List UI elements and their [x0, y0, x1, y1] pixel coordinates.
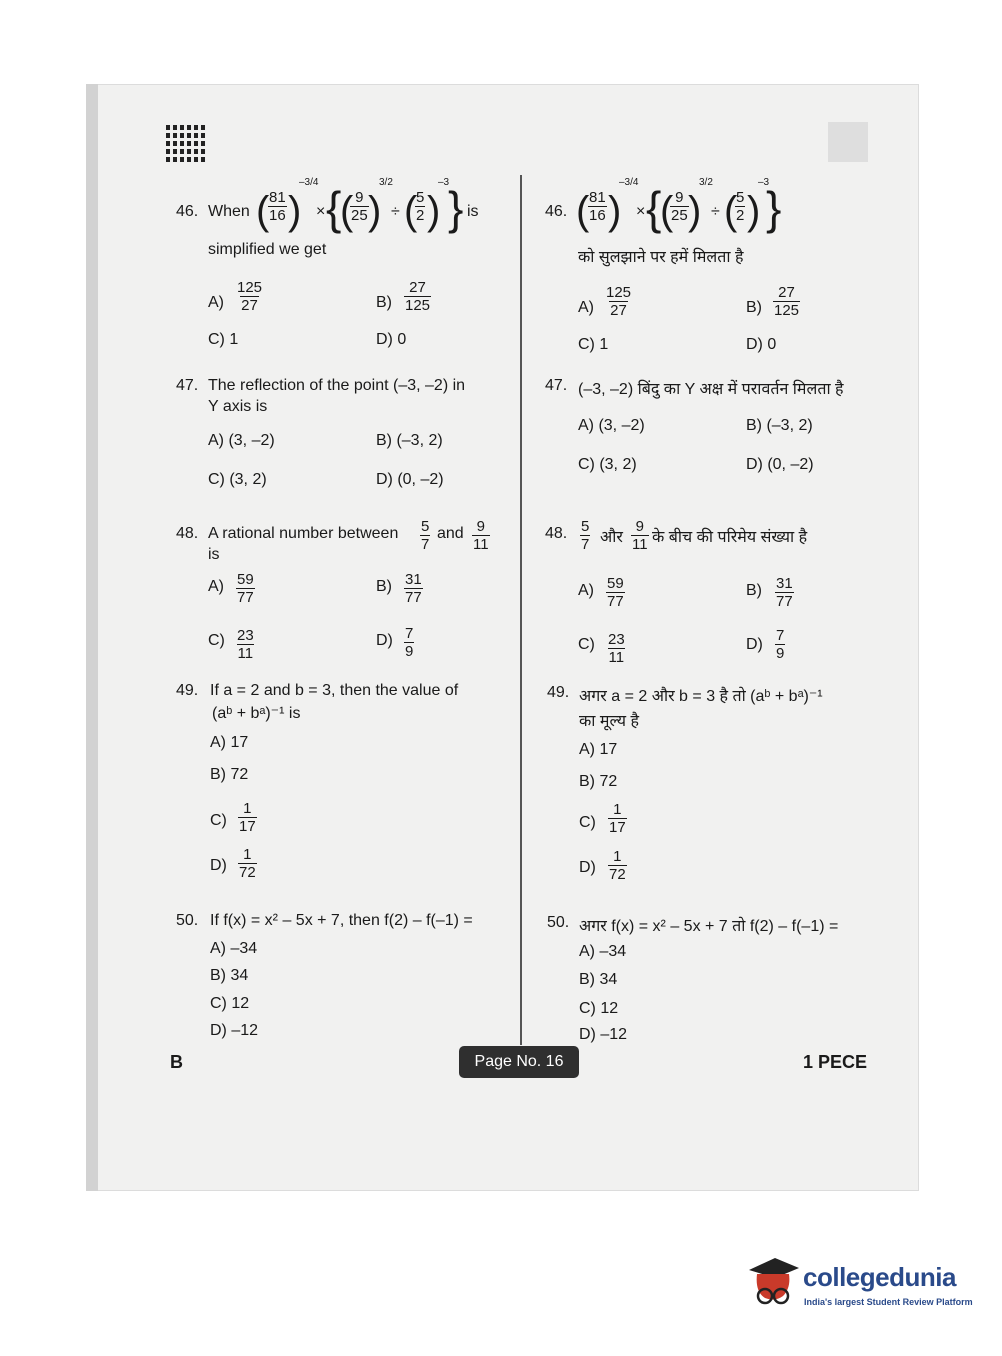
brace-close: } [766, 182, 782, 234]
option-c: C) 12 [210, 995, 250, 1012]
paren-close: ) [688, 189, 702, 233]
option-a: A) –34 [210, 940, 258, 957]
option-a: A) 17 [579, 741, 618, 758]
option-a-fraction: $\frac{125}{27}$ [237, 279, 263, 314]
option-d-fraction: $\frac{1}{72}$ [239, 846, 256, 881]
option-d-label: D) [746, 636, 763, 653]
exponent: 3/2 [699, 177, 713, 188]
brand-tagline: India's largest Student Review Platform [804, 1297, 973, 1307]
option-b: B) 34 [579, 971, 618, 988]
paren-open: ( [256, 189, 270, 233]
question-text: (aᵇ + bᵃ)⁻¹ is [212, 705, 301, 722]
option-b-fraction: $\frac{31}{77}$ [776, 575, 793, 610]
option-b: B) (–3, 2) [746, 417, 813, 434]
option-b-label: B) [746, 299, 762, 316]
exponent: –3/4 [619, 177, 639, 188]
option-c-label: C) [210, 812, 227, 829]
option-d-fraction: $\frac{7}{9}$ [776, 627, 785, 662]
option-c-label: C) [208, 632, 225, 649]
option-b-fraction: $\frac{27}{125}$ [405, 279, 431, 314]
option-a: A) 17 [210, 734, 249, 751]
exponent: –3 [758, 177, 770, 188]
question-text: When [208, 203, 250, 220]
question-number: 48. [545, 525, 568, 542]
option-c-fraction: $\frac{1}{17}$ [239, 800, 256, 835]
question-text: Y axis is [208, 398, 268, 415]
question-text: is [208, 546, 220, 563]
paren-close: ) [747, 189, 761, 233]
question-text: The reflection of the point (–3, –2) in [208, 377, 466, 394]
option-b-label: B) [376, 578, 392, 595]
paren-open: ( [724, 189, 738, 233]
paren-open: ( [660, 189, 674, 233]
divide-sign: ÷ [711, 203, 720, 220]
option-a-label: A) [578, 299, 594, 316]
option-c-label: C) [578, 636, 595, 653]
fraction: $\frac{81}{16}$ [589, 189, 606, 224]
times-sign: × [316, 203, 326, 220]
faded-qr-code-icon [828, 122, 868, 162]
fraction: $\frac{81}{16}$ [269, 189, 286, 224]
question-number: 46. [176, 203, 199, 220]
brace-open: { [326, 182, 342, 234]
paren-close: ) [368, 189, 382, 233]
option-a-label: A) [208, 294, 224, 311]
option-c-label: C) [579, 814, 596, 831]
paren-close: ) [427, 189, 441, 233]
column-divider [520, 175, 522, 1045]
paren-close: ) [288, 189, 302, 233]
fraction: $\frac{9}{11}$ [632, 518, 648, 553]
times-sign: × [636, 203, 646, 220]
question-text: का मूल्य है [579, 713, 639, 730]
option-a-label: A) [208, 578, 224, 595]
option-c-fraction: $\frac{23}{11}$ [608, 631, 625, 666]
option-b: B) 34 [210, 967, 249, 984]
exam-code: 1 PECE [803, 1052, 868, 1072]
option-d-fraction: $\frac{7}{9}$ [405, 625, 414, 660]
qr-code-icon [166, 122, 206, 162]
option-c: C) (3, 2) [208, 471, 267, 488]
option-b-label: B) [746, 582, 762, 599]
option-a-label: A) [578, 582, 594, 599]
fraction: $\frac{9}{11}$ [473, 518, 489, 553]
option-a-fraction: $\frac{59}{77}$ [607, 575, 624, 610]
option-d-label: D) [376, 632, 393, 649]
option-d: D) –12 [210, 1022, 259, 1039]
option-c: C) 12 [579, 1000, 619, 1017]
fraction: $\frac{5}{2}$ [416, 189, 425, 224]
question-text: अगर f(x) = x² – 5x + 7 तो f(2) – f(–1) = [579, 918, 839, 935]
exponent: –3/4 [299, 177, 319, 188]
option-a-fraction: $\frac{59}{77}$ [237, 571, 254, 606]
question-number: 49. [547, 684, 570, 701]
option-a-fraction: $\frac{125}{27}$ [606, 284, 632, 319]
option-b-fraction: $\frac{27}{125}$ [774, 284, 800, 319]
option-a: A) (3, –2) [578, 417, 645, 434]
question-number: 49. [176, 682, 199, 699]
option-d: D) 0 [376, 331, 407, 348]
option-b-label: B) [376, 294, 392, 311]
question-number: 47. [545, 377, 568, 394]
page-shadow [86, 84, 98, 1191]
paren-close: ) [608, 189, 622, 233]
question-number: 50. [547, 914, 570, 931]
question-text: If f(x) = x² – 5x + 7, then f(2) – f(–1) = [210, 912, 473, 929]
option-a: A) (3, –2) [208, 432, 275, 449]
fraction: $\frac{9}{25}$ [671, 189, 688, 224]
paren-open: ( [404, 189, 418, 233]
question-text: को सुलझाने पर हमें मिलता है [578, 249, 744, 266]
option-d: D) 0 [746, 336, 777, 353]
question-number: 46. [545, 203, 568, 220]
fraction: $\frac{5}{2}$ [736, 189, 745, 224]
option-d: D) (0, –2) [376, 471, 444, 488]
question-text: If a = 2 and b = 3, then the value of [210, 682, 459, 699]
question-text: और [600, 529, 623, 546]
option-b: B) 72 [210, 766, 249, 783]
question-text: अगर a = 2 और b = 3 है तो (aᵇ + bᵃ)⁻¹ [579, 688, 823, 705]
paren-open: ( [340, 189, 354, 233]
option-a: A) –34 [579, 943, 627, 960]
booklet-series: B [170, 1052, 183, 1072]
question-text: (–3, –2) बिंदु का Y अक्ष में परावर्तन मिलता है [578, 381, 844, 398]
fraction: $\frac{5}{7}$ [421, 518, 430, 553]
option-b: B) 72 [579, 773, 618, 790]
question-text: के बीच की परिमेय संख्या है [652, 529, 808, 546]
divide-sign: ÷ [391, 203, 400, 220]
question-number: 47. [176, 377, 199, 394]
option-b-fraction: $\frac{31}{77}$ [405, 571, 422, 606]
option-d-fraction: $\frac{1}{72}$ [609, 848, 626, 883]
option-b: B) (–3, 2) [376, 432, 443, 449]
question-text: is [467, 203, 479, 220]
question-number: 50. [176, 912, 199, 929]
question-text: A rational number between [208, 525, 399, 542]
option-c: C) (3, 2) [578, 456, 637, 473]
page-number: Page No. 16 [459, 1046, 579, 1078]
question-number: 48. [176, 525, 199, 542]
exponent: 3/2 [379, 177, 393, 188]
option-c: C) 1 [578, 336, 609, 353]
option-d-label: D) [579, 859, 596, 876]
collegedunia-logo-icon [745, 1252, 801, 1310]
option-c: C) 1 [208, 331, 239, 348]
fraction: $\frac{9}{25}$ [351, 189, 368, 224]
option-c-fraction: $\frac{23}{11}$ [237, 627, 254, 662]
option-d: D) –12 [579, 1026, 628, 1043]
option-d: D) (0, –2) [746, 456, 814, 473]
fraction: $\frac{5}{7}$ [581, 518, 590, 553]
brand-name: collegedunia [803, 1262, 956, 1292]
option-d-label: D) [210, 857, 227, 874]
question-text: and [437, 525, 464, 542]
question-text: simplified we get [208, 241, 327, 258]
brace-open: { [646, 182, 662, 234]
paren-open: ( [576, 189, 590, 233]
brace-close: } [448, 182, 464, 234]
option-c-fraction: $\frac{1}{17}$ [609, 801, 626, 836]
exponent: –3 [438, 177, 450, 188]
